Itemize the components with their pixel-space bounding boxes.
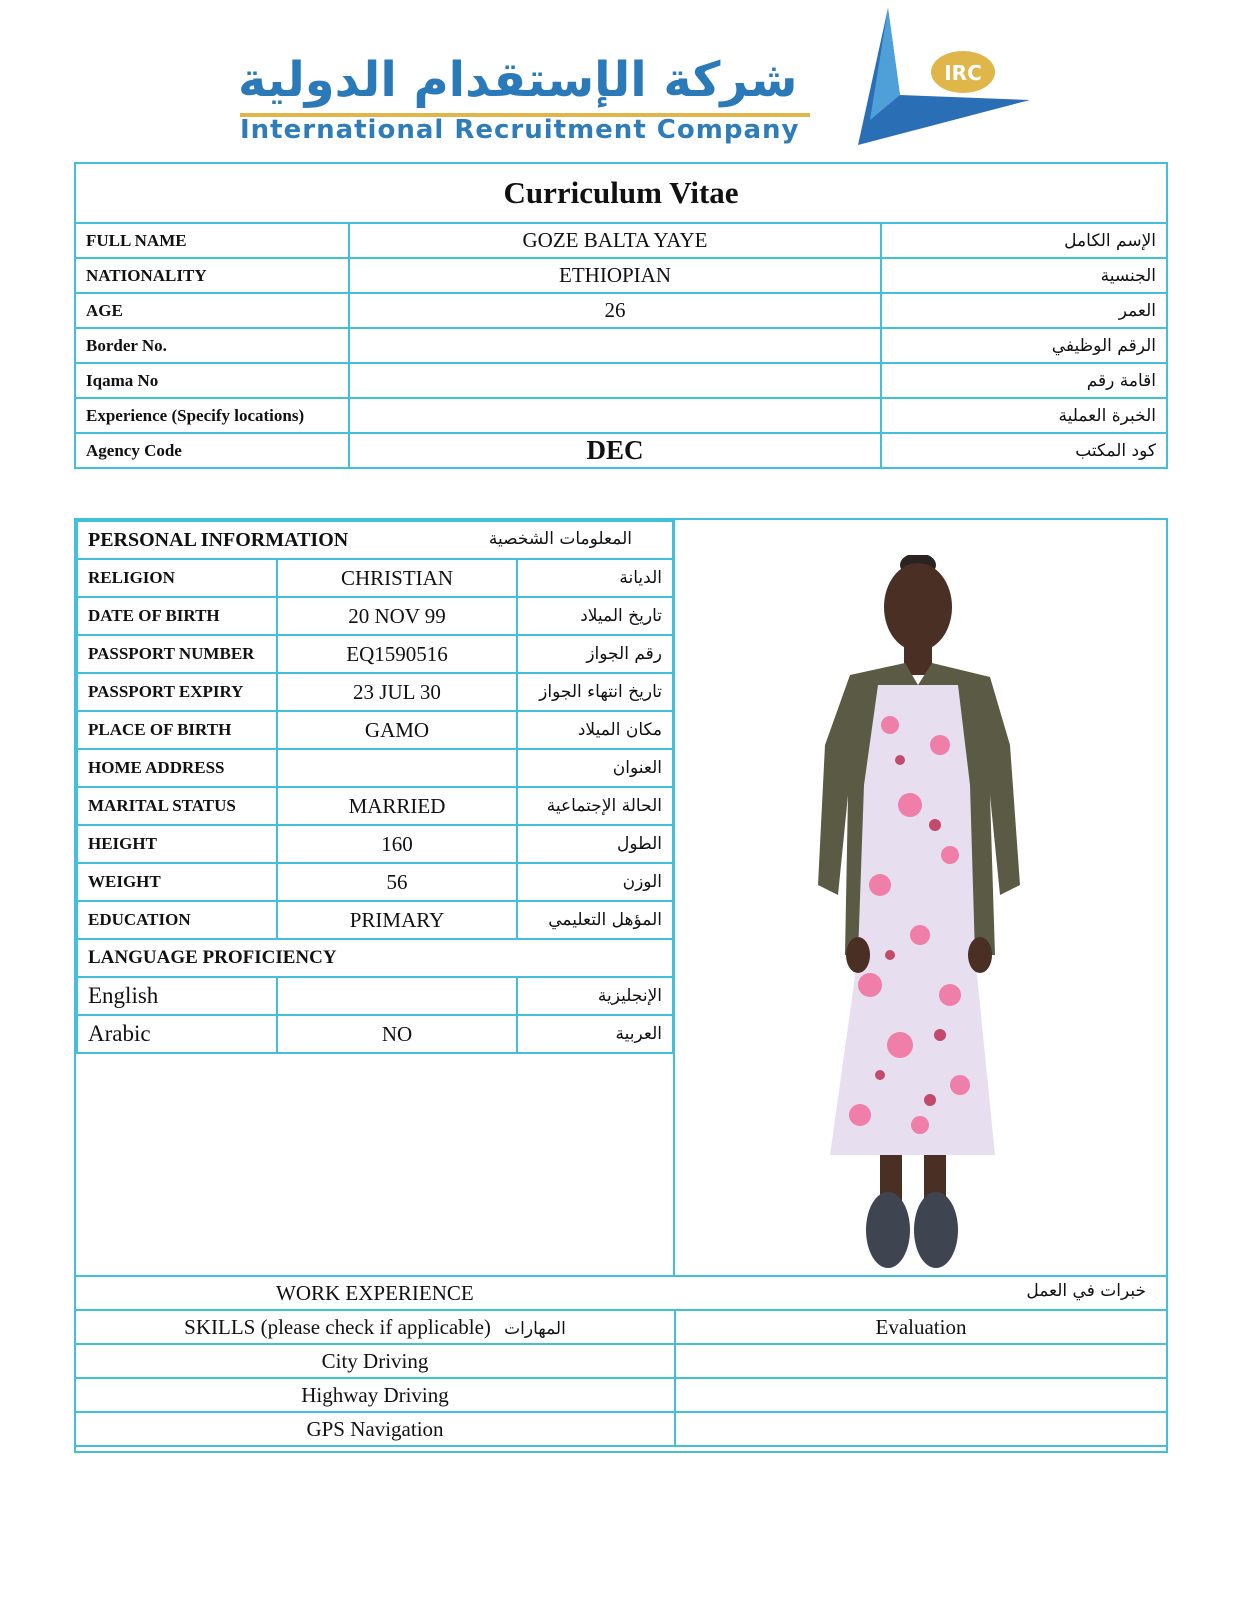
skill-evaluation-cell bbox=[675, 1378, 1167, 1412]
logo-english-name: International Recruitment Company bbox=[240, 115, 800, 145]
cv-label: AGE bbox=[75, 293, 349, 328]
personal-value: PRIMARY bbox=[277, 901, 517, 939]
personal-value: MARRIED bbox=[277, 787, 517, 825]
personal-label: PASSPORT EXPIRY bbox=[77, 673, 277, 711]
cv-value bbox=[349, 363, 881, 398]
skill-name: City Driving bbox=[75, 1344, 675, 1378]
cv-arabic-label: الرقم الوظيفي bbox=[881, 328, 1167, 363]
personal-row bbox=[77, 711, 673, 749]
cv-arabic-label: الإسم الكامل bbox=[881, 223, 1167, 258]
skills-table bbox=[74, 1275, 1168, 1447]
cv-label: Iqama No bbox=[75, 363, 349, 398]
personal-value: 56 bbox=[277, 863, 517, 901]
language-row bbox=[77, 1015, 673, 1053]
personal-label: PLACE OF BIRTH bbox=[77, 711, 277, 749]
cv-row bbox=[75, 433, 1167, 468]
cv-arabic-label: الخبرة العملية bbox=[881, 398, 1167, 433]
cv-value: GOZE BALTA YAYE bbox=[349, 223, 881, 258]
personal-info-title-arabic: المعلومات الشخصية bbox=[488, 528, 632, 549]
cv-arabic-label: العمر bbox=[881, 293, 1167, 328]
work-experience-title: WORK EXPERIENCE bbox=[276, 1280, 474, 1305]
cv-row bbox=[75, 328, 1167, 363]
personal-label: EDUCATION bbox=[77, 901, 277, 939]
personal-row bbox=[77, 901, 673, 939]
logo-mark-text: IRC bbox=[944, 61, 982, 85]
personal-value: 23 JUL 30 bbox=[277, 673, 517, 711]
personal-row bbox=[77, 749, 673, 787]
personal-arabic-label: العنوان bbox=[517, 749, 673, 787]
personal-row bbox=[77, 863, 673, 901]
personal-value: 20 NOV 99 bbox=[277, 597, 517, 635]
cv-label: NATIONALITY bbox=[75, 258, 349, 293]
cv-label: Agency Code bbox=[75, 433, 349, 468]
personal-arabic-label: مكان الميلاد bbox=[517, 711, 673, 749]
personal-arabic-label: المؤهل التعليمي bbox=[517, 901, 673, 939]
personal-arabic-label: الطول bbox=[517, 825, 673, 863]
cv-row bbox=[75, 258, 1167, 293]
work-experience-title-arabic: خبرات في العمل bbox=[1026, 1280, 1146, 1301]
personal-arabic-label: الحالة الإجتماعية bbox=[517, 787, 673, 825]
personal-label: PASSPORT NUMBER bbox=[77, 635, 277, 673]
language-arabic-label: العربية bbox=[517, 1015, 673, 1053]
personal-row bbox=[77, 597, 673, 635]
cv-row bbox=[75, 293, 1167, 328]
skill-name: Highway Driving bbox=[75, 1378, 675, 1412]
cv-arabic-label: اقامة رقم bbox=[881, 363, 1167, 398]
cv-label: Experience (Specify locations) bbox=[75, 398, 349, 433]
skill-row bbox=[75, 1344, 1167, 1378]
cv-value: 26 bbox=[349, 293, 881, 328]
skill-row bbox=[75, 1378, 1167, 1412]
skill-evaluation-cell bbox=[675, 1344, 1167, 1378]
cv-value: ETHIOPIAN bbox=[349, 258, 881, 293]
cv-table bbox=[74, 162, 1168, 469]
personal-arabic-label: رقم الجواز bbox=[517, 635, 673, 673]
language-value: NO bbox=[277, 1015, 517, 1053]
logo-mark-icon bbox=[830, 0, 1050, 150]
skills-header-text: SKILLS (please check if applicable) bbox=[184, 1314, 491, 1339]
cv-label: FULL NAME bbox=[75, 223, 349, 258]
personal-value bbox=[277, 749, 517, 787]
personal-row bbox=[77, 559, 673, 597]
personal-arabic-label: تاريخ انتهاء الجواز bbox=[517, 673, 673, 711]
cv-row bbox=[75, 223, 1167, 258]
cv-row bbox=[75, 398, 1167, 433]
personal-value: GAMO bbox=[277, 711, 517, 749]
personal-info-header bbox=[77, 521, 673, 559]
personal-value: CHRISTIAN bbox=[277, 559, 517, 597]
cv-arabic-label: كود المكتب bbox=[881, 433, 1167, 468]
personal-info-table bbox=[76, 520, 674, 1054]
personal-arabic-label: الديانة bbox=[517, 559, 673, 597]
personal-info-title: PERSONAL INFORMATION bbox=[88, 528, 349, 551]
language-label: Arabic bbox=[77, 1015, 277, 1053]
language-proficiency-header: LANGUAGE PROFICIENCY bbox=[77, 939, 673, 977]
personal-label: MARITAL STATUS bbox=[77, 787, 277, 825]
cv-arabic-label: الجنسية bbox=[881, 258, 1167, 293]
language-label: English bbox=[77, 977, 277, 1015]
personal-label: HEIGHT bbox=[77, 825, 277, 863]
skill-evaluation-cell bbox=[675, 1412, 1167, 1446]
language-arabic-label: الإنجليزية bbox=[517, 977, 673, 1015]
cv-title: Curriculum Vitae bbox=[75, 163, 1167, 223]
personal-row bbox=[77, 787, 673, 825]
personal-label: DATE OF BIRTH bbox=[77, 597, 277, 635]
skill-name: GPS Navigation bbox=[75, 1412, 675, 1446]
evaluation-header: Evaluation bbox=[675, 1310, 1167, 1344]
personal-label: RELIGION bbox=[77, 559, 277, 597]
personal-arabic-label: الوزن bbox=[517, 863, 673, 901]
candidate-photo bbox=[800, 555, 1060, 1273]
work-experience-header bbox=[75, 1276, 1167, 1310]
personal-row bbox=[77, 673, 673, 711]
cv-label: Border No. bbox=[75, 328, 349, 363]
logo-arabic-name: شركة الإستقدام الدولية bbox=[238, 52, 798, 108]
personal-row bbox=[77, 825, 673, 863]
personal-value: 160 bbox=[277, 825, 517, 863]
personal-label: WEIGHT bbox=[77, 863, 277, 901]
cv-value bbox=[349, 328, 881, 363]
company-logo bbox=[230, 0, 1050, 158]
cv-value bbox=[349, 398, 881, 433]
personal-row bbox=[77, 635, 673, 673]
personal-label: HOME ADDRESS bbox=[77, 749, 277, 787]
skills-header-arabic: المهارات bbox=[504, 1318, 566, 1339]
skills-header bbox=[75, 1310, 675, 1344]
personal-arabic-label: تاريخ الميلاد bbox=[517, 597, 673, 635]
cv-row bbox=[75, 363, 1167, 398]
language-row bbox=[77, 977, 673, 1015]
personal-value: EQ1590516 bbox=[277, 635, 517, 673]
language-value bbox=[277, 977, 517, 1015]
agency-code-value: DEC bbox=[349, 433, 881, 468]
skill-row bbox=[75, 1412, 1167, 1446]
